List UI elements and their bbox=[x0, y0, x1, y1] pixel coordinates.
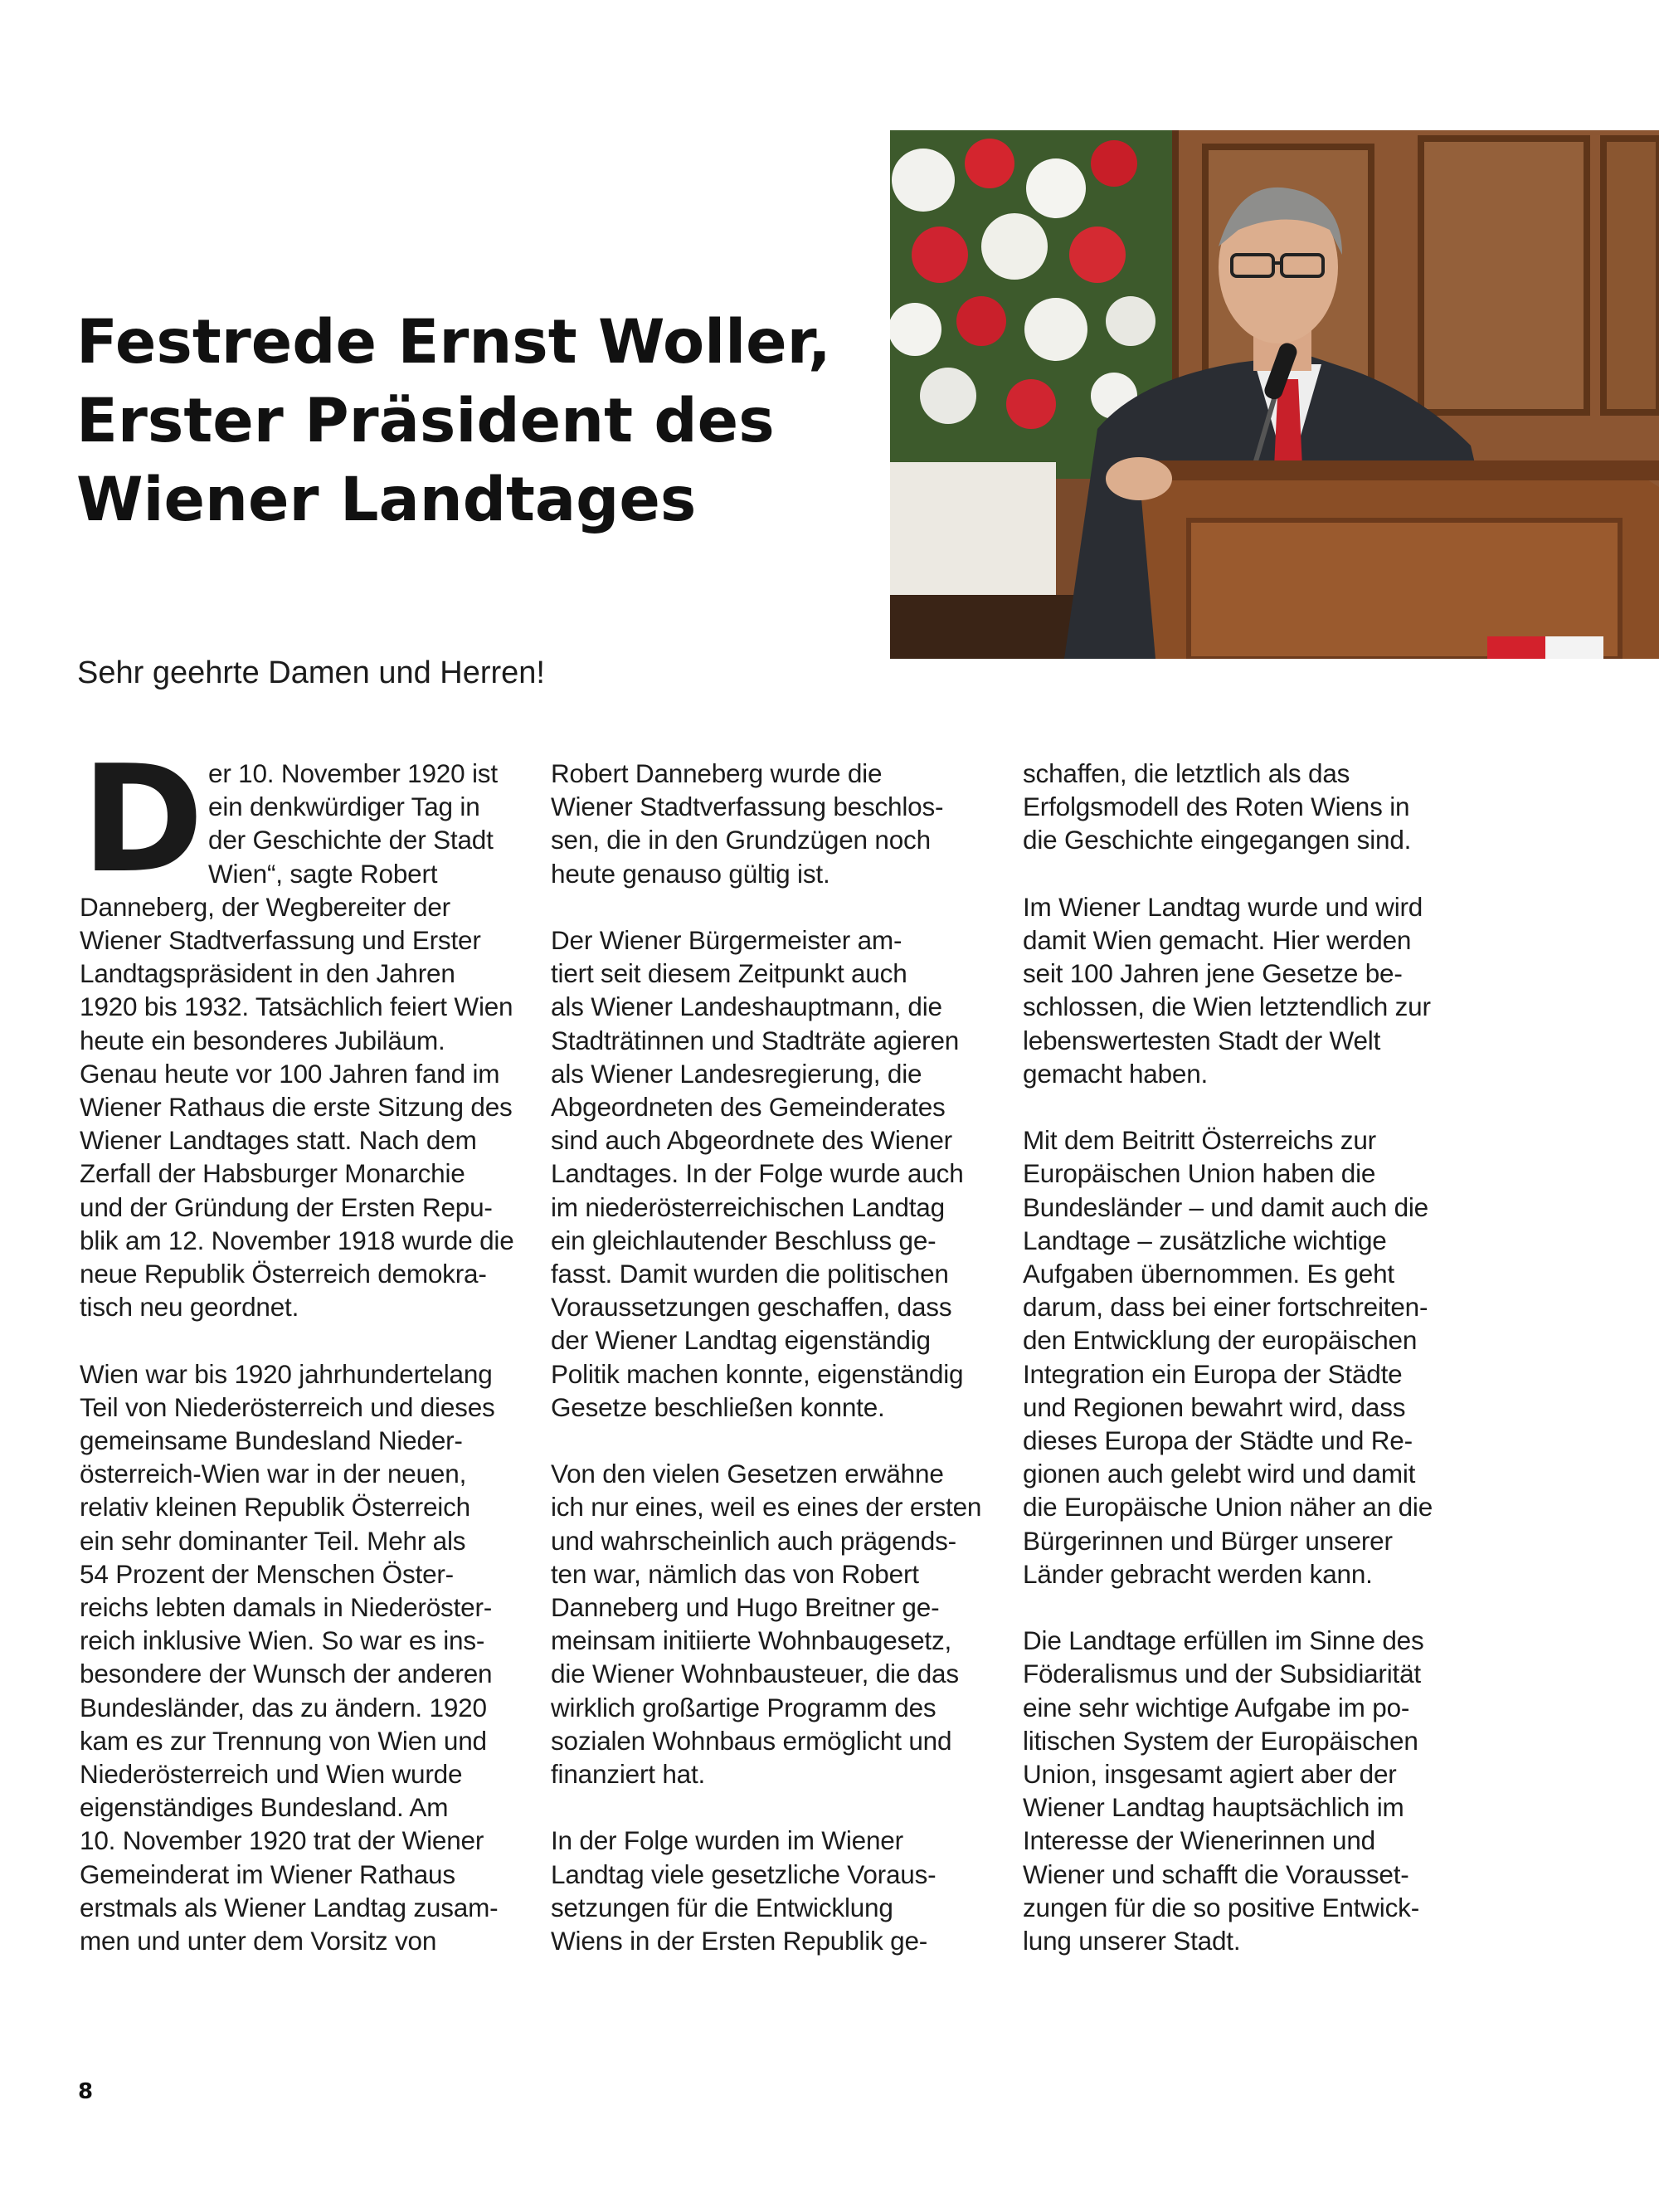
text-line: Interesse der Wienerinnen und bbox=[1023, 1825, 1375, 1856]
text-line: In der Folge wurden im Wiener bbox=[551, 1825, 903, 1856]
text-line: Der Wiener Bürgermeister am- bbox=[551, 925, 902, 955]
text-line: kam es zur Trennung von Wien und bbox=[80, 1725, 487, 1756]
paragraph bbox=[1023, 1123, 1475, 1591]
text-line: Stadträtinnen und Stadträte agieren bbox=[551, 1025, 960, 1055]
text-line: Europäischen Union haben die bbox=[1023, 1158, 1376, 1189]
text-line: sind auch Abgeordnete des Wiener bbox=[551, 1125, 952, 1156]
text-line: Genau heute vor 100 Jahren fand im bbox=[80, 1058, 500, 1089]
text-line: eine sehr wichtige Aufgabe im po- bbox=[1023, 1692, 1410, 1722]
text-line: Danneberg, der Wegbereiter der bbox=[80, 891, 450, 922]
speaker-photo bbox=[890, 130, 1659, 659]
text-line: men und unter dem Vorsitz von bbox=[80, 1926, 437, 1956]
text-line: Bundesländer, das zu ändern. 1920 bbox=[80, 1692, 487, 1722]
text-line: meinsam initiierte Wohnbaugesetz, bbox=[551, 1625, 952, 1656]
paragraph bbox=[551, 1824, 1003, 1957]
text-line: 1920 bis 1932. Tatsächlich feiert Wien bbox=[80, 992, 513, 1022]
text-line: Gemeinderat im Wiener Rathaus bbox=[80, 1859, 455, 1889]
text-line: Wiener Stadtverfassung beschlos- bbox=[551, 792, 944, 822]
text-line: tisch neu geordnet. bbox=[80, 1292, 299, 1323]
text-line: 10. November 1920 trat der Wiener bbox=[80, 1825, 484, 1856]
text-line: ein sehr dominanter Teil. Mehr als bbox=[80, 1525, 466, 1556]
text-line: und wahrscheinlich auch prägends- bbox=[551, 1525, 956, 1556]
text-line: lung unserer Stadt. bbox=[1023, 1926, 1241, 1956]
paragraph bbox=[1023, 1624, 1475, 1957]
text-line: Landtages. In der Folge wurde auch bbox=[551, 1158, 964, 1189]
text-line: Landtagspräsident in den Jahren bbox=[80, 958, 455, 989]
text-line: eigenständiges Bundesland. Am bbox=[80, 1792, 449, 1823]
text-line: Voraussetzungen geschaffen, dass bbox=[551, 1292, 952, 1323]
text-line: schaffen, die letztlich als das bbox=[1023, 758, 1350, 788]
text-line: 54 Prozent der Menschen Öster- bbox=[80, 1558, 454, 1589]
title-line: Erster Präsident des bbox=[76, 386, 775, 456]
text-line: Teil von Niederösterreich und dieses bbox=[80, 1391, 495, 1422]
text-line: Gesetze beschließen konnte. bbox=[551, 1391, 885, 1422]
text-line: reichs lebten damals in Niederöster- bbox=[80, 1592, 493, 1623]
text-line: schlossen, die Wien letztendlich zur bbox=[1023, 992, 1431, 1022]
article-title bbox=[76, 303, 873, 539]
text-line: Wiener Landtag hauptsächlich im bbox=[1023, 1792, 1404, 1823]
text-line: die Geschichte eingegangen sind. bbox=[1023, 825, 1412, 855]
salutation: Sehr geehrte Damen und Herren! bbox=[77, 655, 545, 690]
paragraph bbox=[80, 1357, 532, 1958]
text-line: und der Gründung der Ersten Repu- bbox=[80, 1191, 493, 1222]
text-column-1 bbox=[80, 733, 532, 1990]
page-number: 8 bbox=[78, 2079, 94, 2104]
text-line: Integration ein Europa der Städte bbox=[1023, 1358, 1403, 1389]
text-line: Union, insgesamt agiert aber der bbox=[1023, 1759, 1397, 1790]
text-line: Aufgaben übernommen. Es geht bbox=[1023, 1259, 1394, 1289]
text-line: Politik machen konnte, eigenständig bbox=[551, 1358, 964, 1389]
text-line: gemeinsame Bundesland Nieder- bbox=[80, 1425, 463, 1456]
text-line: darum, dass bei einer fortschreiten- bbox=[1023, 1292, 1428, 1323]
text-column-2 bbox=[551, 757, 1003, 1990]
text-line: Föderalismus und der Subsidiarität bbox=[1023, 1659, 1421, 1689]
text-line: sen, die in den Grundzügen noch bbox=[551, 825, 931, 855]
text-line: fasst. Damit wurden die politischen bbox=[551, 1259, 949, 1289]
text-line: erstmals als Wiener Landtag zusam- bbox=[80, 1892, 499, 1922]
text-line: Robert Danneberg wurde die bbox=[551, 758, 883, 788]
text-line: Wiener Stadtverfassung und Erster bbox=[80, 925, 481, 956]
text-line: sozialen Wohnbaus ermöglicht und bbox=[551, 1725, 952, 1756]
text-line: Länder gebracht werden kann. bbox=[1023, 1558, 1373, 1589]
paragraph bbox=[551, 1457, 1003, 1791]
paragraph bbox=[551, 923, 1003, 1424]
text-line: tiert seit diesem Zeitpunkt auch bbox=[551, 958, 907, 989]
text-line: blik am 12. November 1918 wurde die bbox=[80, 1225, 514, 1255]
text-line: Bundesländer – und damit auch die bbox=[1023, 1191, 1429, 1222]
paragraph bbox=[551, 757, 1003, 890]
text-line: Bürgerinnen und Bürger unserer bbox=[1023, 1525, 1393, 1556]
text-line: als Wiener Landeshauptmann, die bbox=[551, 992, 942, 1022]
text-line: Wien“, sagte Robert bbox=[208, 858, 438, 889]
text-line: Wiener und schafft die Vorausset- bbox=[1023, 1859, 1409, 1889]
text-line: dieses Europa der Städte und Re- bbox=[1023, 1425, 1413, 1456]
text-line: die Europäische Union näher an die bbox=[1023, 1492, 1433, 1523]
text-line: die Wiener Wohnbausteuer, die das bbox=[551, 1659, 959, 1689]
text-line: Abgeordneten des Gemeinderates bbox=[551, 1092, 946, 1123]
text-line: gemacht haben. bbox=[1023, 1058, 1209, 1089]
text-line: seit 100 Jahren jene Gesetze be- bbox=[1023, 958, 1403, 989]
text-line: gionen auch gelebt wird und damit bbox=[1023, 1459, 1416, 1489]
paragraph bbox=[80, 733, 532, 1323]
text-line: Niederösterreich und Wien wurde bbox=[80, 1759, 463, 1790]
text-line: Im Wiener Landtag wurde und wird bbox=[1023, 891, 1423, 922]
text-line: reich inklusive Wien. So war es ins- bbox=[80, 1625, 485, 1656]
text-line: Landtage – zusätzliche wichtige bbox=[1023, 1225, 1387, 1255]
text-column-3 bbox=[1023, 757, 1475, 1990]
text-line: Erfolgsmodell des Roten Wiens in bbox=[1023, 792, 1410, 822]
text-line: der Wiener Landtag eigenständig bbox=[551, 1325, 931, 1356]
text-line: heute genauso gültig ist. bbox=[551, 858, 830, 889]
text-line: Danneberg und Hugo Breitner ge- bbox=[551, 1592, 940, 1623]
title-line: Wiener Landtages bbox=[76, 465, 697, 535]
text-line: Landtag viele gesetzliche Voraus- bbox=[551, 1859, 937, 1889]
text-line: er 10. November 1920 ist bbox=[208, 758, 498, 788]
text-line: damit Wien gemacht. Hier werden bbox=[1023, 925, 1412, 955]
text-line: ein gleichlautender Beschluss ge- bbox=[551, 1225, 937, 1255]
text-line: lebenswertesten Stadt der Welt bbox=[1023, 1025, 1381, 1055]
text-line: ein denkwürdiger Tag in bbox=[208, 792, 480, 822]
text-line: der Geschichte der Stadt bbox=[208, 825, 494, 855]
text-line: wirklich großartige Programm des bbox=[551, 1692, 937, 1722]
text-line: relativ kleinen Republik Österreich bbox=[80, 1492, 470, 1523]
text-line: finanziert hat. bbox=[551, 1759, 706, 1790]
text-line: Wiener Landtages statt. Nach dem bbox=[80, 1125, 477, 1156]
drop-cap: D bbox=[81, 733, 204, 905]
text-line: im niederösterreichischen Landtag bbox=[551, 1191, 945, 1222]
text-line: litischen System der Europäischen bbox=[1023, 1725, 1418, 1756]
paragraph bbox=[1023, 757, 1475, 857]
title-line: Festrede Ernst Woller, bbox=[76, 307, 831, 378]
text-line: Wiener Rathaus die erste Sitzung des bbox=[80, 1092, 513, 1123]
paragraph bbox=[1023, 890, 1475, 1090]
text-line: zungen für die so positive Entwick- bbox=[1023, 1892, 1419, 1922]
text-line: Zerfall der Habsburger Monarchie bbox=[80, 1158, 465, 1189]
text-line: Die Landtage erfüllen im Sinne des bbox=[1023, 1625, 1424, 1656]
text-line: ten war, nämlich das von Robert bbox=[551, 1558, 919, 1589]
text-line: heute ein besonderes Jubiläum. bbox=[80, 1025, 445, 1055]
text-line: setzungen für die Entwicklung bbox=[551, 1892, 893, 1922]
text-line: Wien war bis 1920 jahrhundertelang bbox=[80, 1358, 493, 1389]
text-line: österreich-Wien war in der neuen, bbox=[80, 1459, 467, 1489]
text-line: besondere der Wunsch der anderen bbox=[80, 1659, 493, 1689]
text-line: den Entwicklung der europäischen bbox=[1023, 1325, 1418, 1356]
text-line: Von den vielen Gesetzen erwähne bbox=[551, 1459, 944, 1489]
text-line: ich nur eines, weil es eines der ersten bbox=[551, 1492, 982, 1523]
text-line: neue Republik Österreich demokra- bbox=[80, 1259, 487, 1289]
text-line: Mit dem Beitritt Österreichs zur bbox=[1023, 1125, 1376, 1156]
text-line: als Wiener Landesregierung, die bbox=[551, 1058, 922, 1089]
text-line: und Regionen bewahrt wird, dass bbox=[1023, 1391, 1406, 1422]
text-line: Wiens in der Ersten Republik ge- bbox=[551, 1926, 928, 1956]
